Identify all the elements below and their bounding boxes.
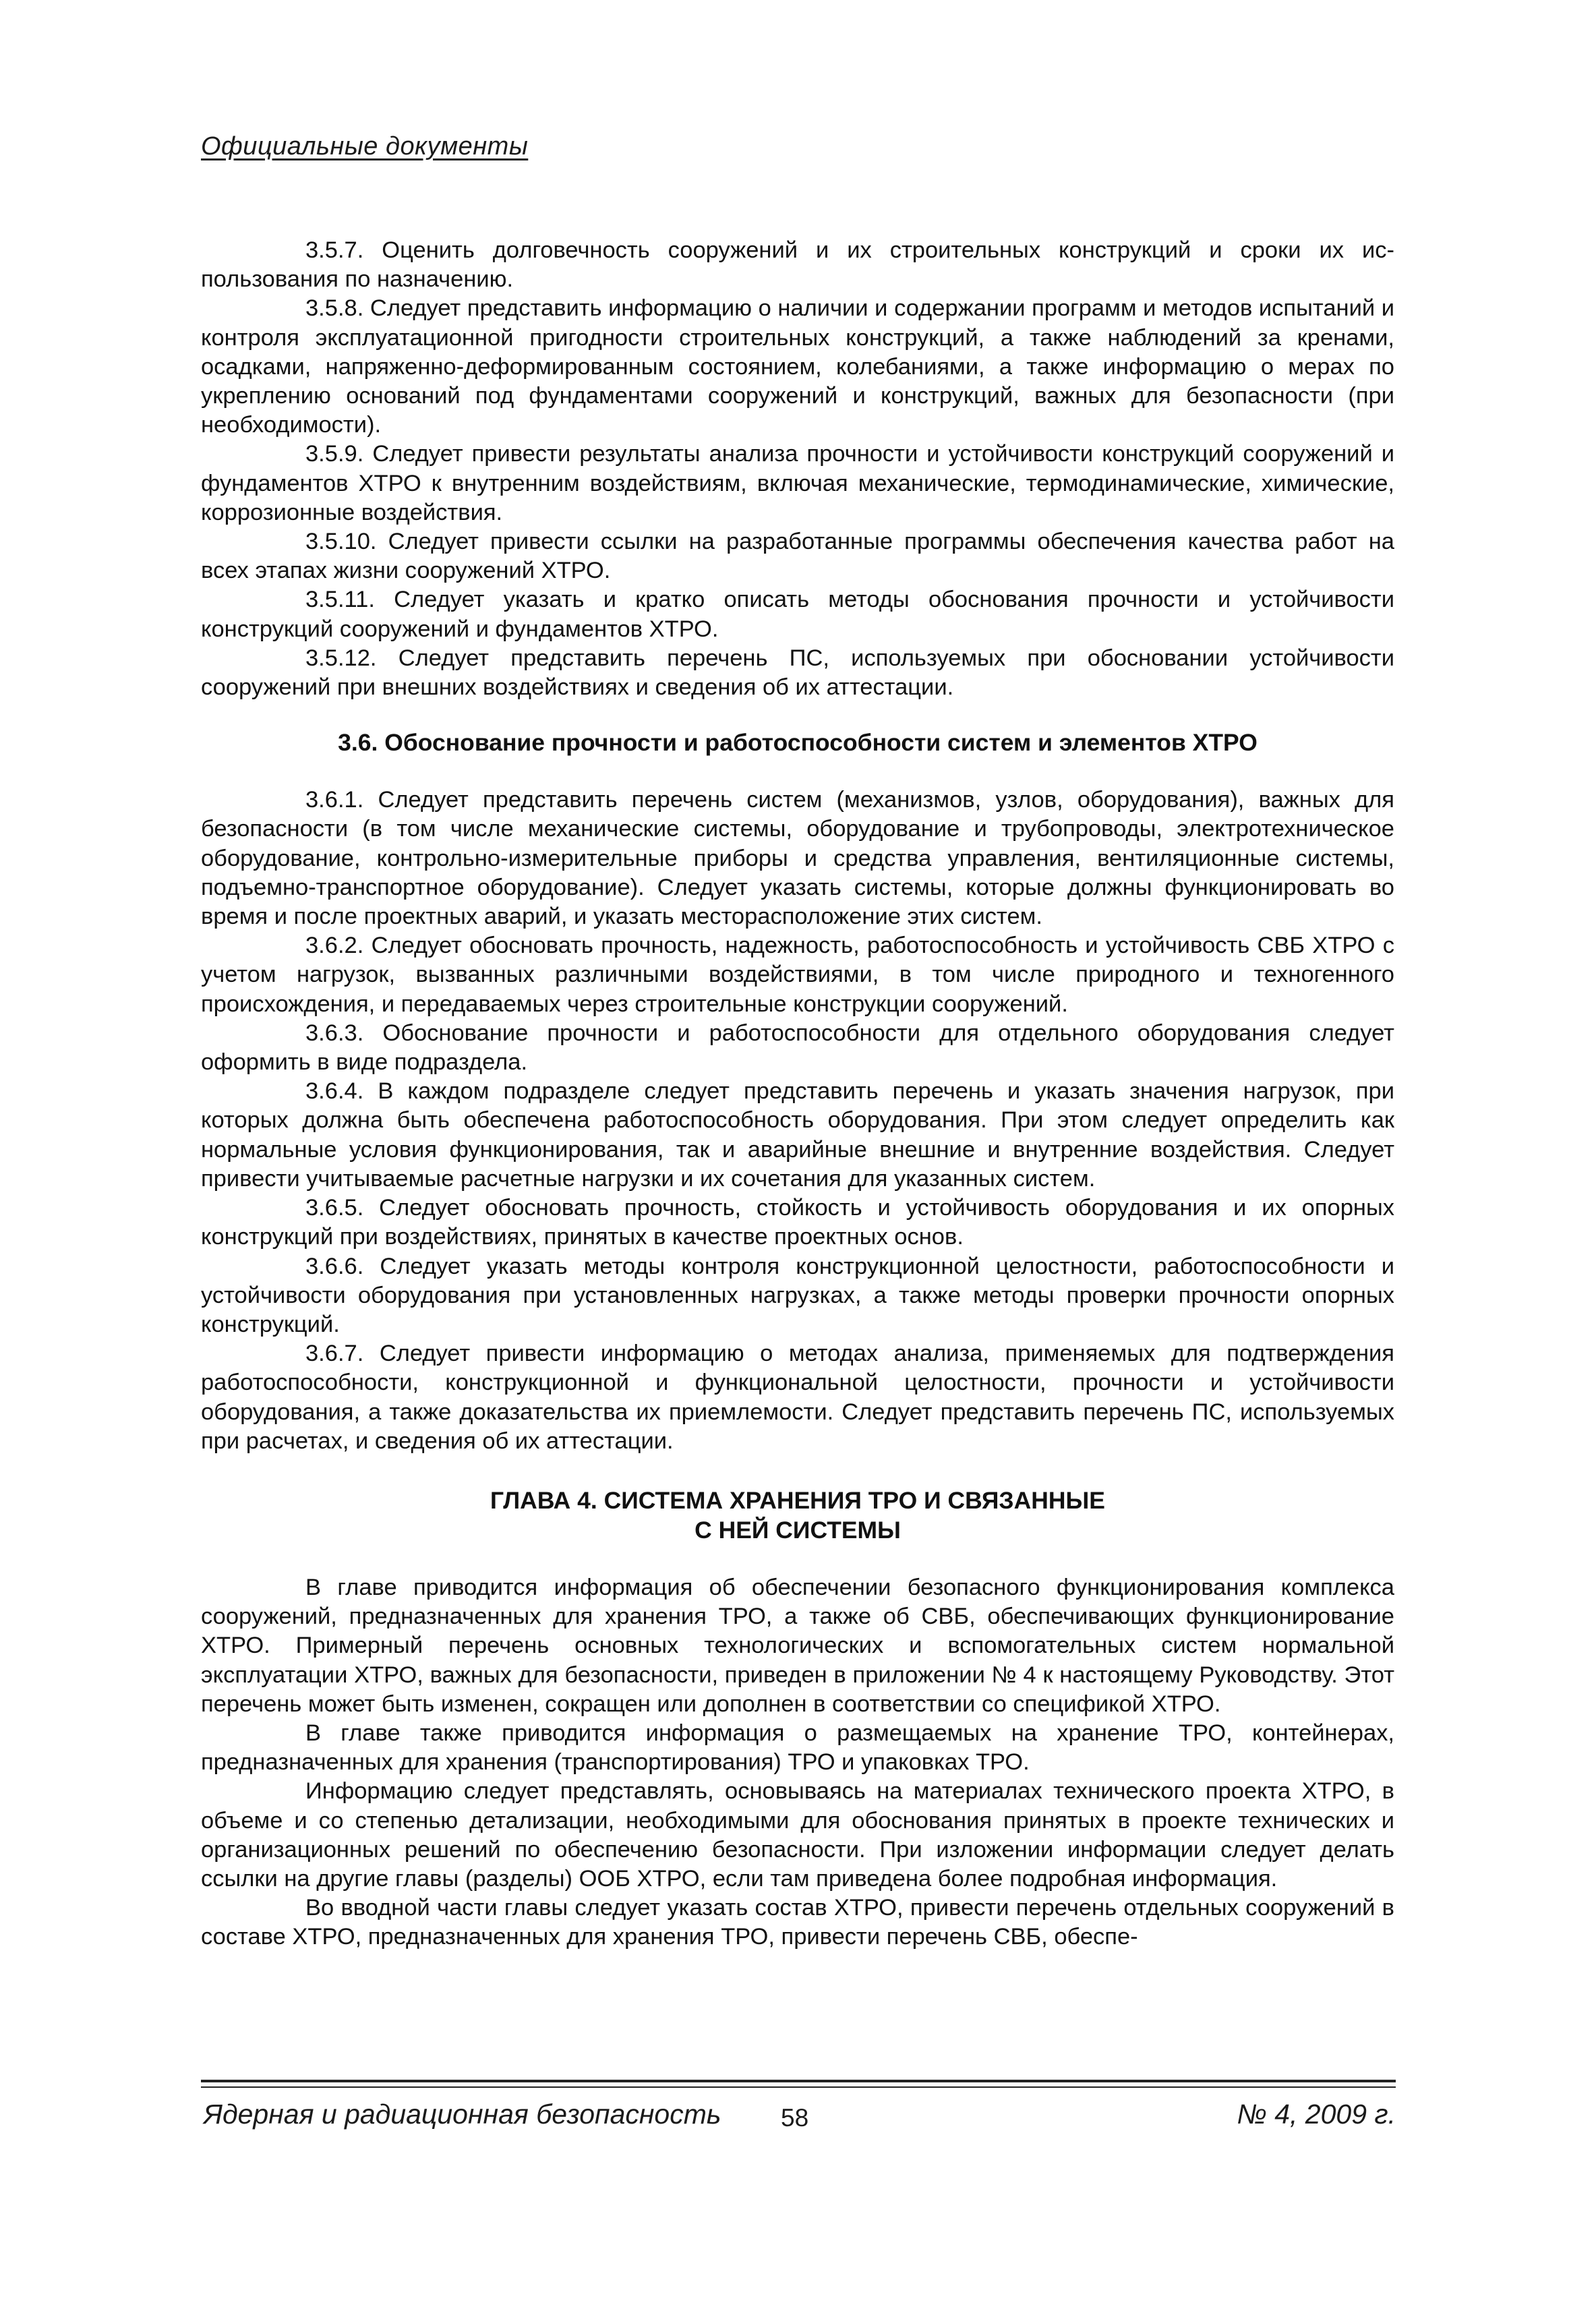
footer-divider-thin: [201, 2086, 1396, 2088]
footer-issue-number: № 4, 2009 г.: [1237, 2099, 1396, 2130]
paragraph-3-5-11: 3.5.11. Следует указать и кратко описать методы обоснования прочности и устойчивости конструкций сооружений и фундаментов ХТРО.: [201, 587, 1394, 642]
chapter-4-paragraph-4: Во вводной части главы следует указать состав ХТРО, привести перечень отдельных сооружений в составе ХТРО, предназначенных для хранения ТРО, привести перечень СВБ, обеспе-: [201, 1895, 1394, 1950]
paragraph-3-6-5: 3.6.5. Следует обосновать прочность, стойкость и устойчивость оборудования и их опорных конструкций при воздействиях, принятых в качестве проектных основ.: [201, 1195, 1394, 1250]
paragraph-3-6-3: 3.6.3. Обоснование прочности и работоспособности для отдельного оборудования следует оформить в виде подраздела.: [201, 1020, 1394, 1076]
paragraph-3-5-7: 3.5.7. Оценить долговечность сооружений и их строительных конструкций и сроки их использования по назначению.: [201, 237, 1394, 293]
chapter-4-title-line-1: ГЛАВА 4. СИСТЕМА ХРАНЕНИЯ ТРО И СВЯЗАННЫЕ: [490, 1486, 1105, 1514]
section-heading-3-6: 3.6. Обоснование прочности и работоспособности систем и элементов ХТРО: [338, 729, 1258, 757]
chapter-4-paragraph-2: В главе также приводится информация о размещаемых на хранение ТРО, контейнерах, предназначенных для хранения (транспортирования) ТРО и упаковках ТРО.: [201, 1720, 1394, 1776]
footer-page-number: 58: [781, 2104, 809, 2132]
chapter-4-paragraph-3: Информацию следует представлять, основываясь на материалах технического проекта ХТРО, в объеме и со степенью детализации, необходимыми для обоснования принятых в проекте технических и организационных решений по обеспечению безопасности. При изложении информации следует делать ссылки на другие главы (разделы) ООБ ХТРО, если там приведена более подробная информация.: [201, 1778, 1394, 1892]
chapter-4-title-line-2: С НЕЙ СИСТЕМЫ: [694, 1516, 901, 1544]
paragraph-3-5-12: 3.5.12. Следует представить перечень ПС, используемых при обосновании устойчивости сооружений при внешних воздействиях и сведения об их аттестации.: [201, 645, 1394, 701]
paragraph-3-6-6: 3.6.6. Следует указать методы контроля конструкционной целостности, работоспособности и устойчивости оборудования при установленных нагрузках, а также методы проверки прочности опорных конструкций.: [201, 1253, 1394, 1337]
chapter-4-heading: [201, 1486, 1394, 1545]
page-body: [201, 236, 1394, 1952]
paragraph-3-5-10: 3.5.10. Следует привести ссылки на разработанные программы обеспечения качества работ на всех этапах жизни сооружений ХТРО.: [201, 529, 1394, 584]
running-header-title: Официальные документы: [201, 132, 529, 160]
footer-divider-thick: [201, 2080, 1396, 2082]
paragraph-3-6-4: 3.6.4. В каждом подразделе следует представить перечень и указать значения нагрузок, при которых должна быть обеспечена работоспособность оборудования. При этом следует определить как нормальные условия функционирования, так и аварийные внешние и внутренние воздействия. Следует привести учитываемые расчетные нагрузки и их сочетания для указанных систем.: [201, 1078, 1394, 1192]
chapter-4-paragraph-1: В главе приводится информация об обеспечении безопасного функционирования комплекса сооружений, предназначенных для хранения ТРО, а также об СВБ, обеспечивающих функционирование ХТРО. Примерный перечень основных технологических и вспомогательных систем нормальной эксплуатации ХТРО, важных для безопасности, приведен в приложении № 4 к настоящему Руководству. Этот перечень может быть изменен, сокращен или дополнен в соответствии со спецификой ХТРО.: [201, 1574, 1394, 1717]
footer-journal-title: Ядерная и радиационная безопасность: [204, 2099, 721, 2130]
paragraph-3-6-2: 3.6.2. Следует обосновать прочность, надежность, работоспособность и устойчивость СВБ ХТРО с учетом нагрузок, вызванных различными воздействиями, в том числе природного и техногенного происхождения, и передаваемых через строительные конструкции сооружений.: [201, 933, 1394, 1017]
paragraph-3-6-7: 3.6.7. Следует привести информацию о методах анализа, применяемых для подтверждения работоспособности, конструкционной и функциональной целостности, прочности и устойчивости оборудования, а также доказательства их приемлемости. Следует представить перечень ПС, используемых при расчетах, и сведения об их аттестации.: [201, 1341, 1394, 1454]
paragraph-3-5-8: 3.5.8. Следует представить информацию о наличии и содержании программ и методов испытаний и контроля эксплуатационной пригодности строительных конструкций, а также наблюдений за кренами, осадками, напряженно-деформированным состоянием, колебаниями, а также информацию о мерах по укреплению оснований под фундаментами сооружений и конструкций, важных для безопасности (при необходимости).: [201, 295, 1394, 438]
paragraph-3-5-9: 3.5.9. Следует привести результаты анализа прочности и устойчивости конструкций сооружений и фундаментов ХТРО к внутренним воздействиям, включая механические, термодинамические, химические, коррозионные воздействия.: [201, 441, 1394, 525]
paragraph-3-6-1: 3.6.1. Следует представить перечень систем (механизмов, узлов, оборудования), важных для безопасности (в том числе механические системы, оборудование и трубопроводы, электротехническое оборудование, контрольно-измерительные приборы и средства управления, вентиляционные системы, подъемно-транспортное оборудование). Следует указать системы, которые должны функционировать во время и после проектных аварий, и указать месторасположение этих систем.: [201, 787, 1394, 930]
